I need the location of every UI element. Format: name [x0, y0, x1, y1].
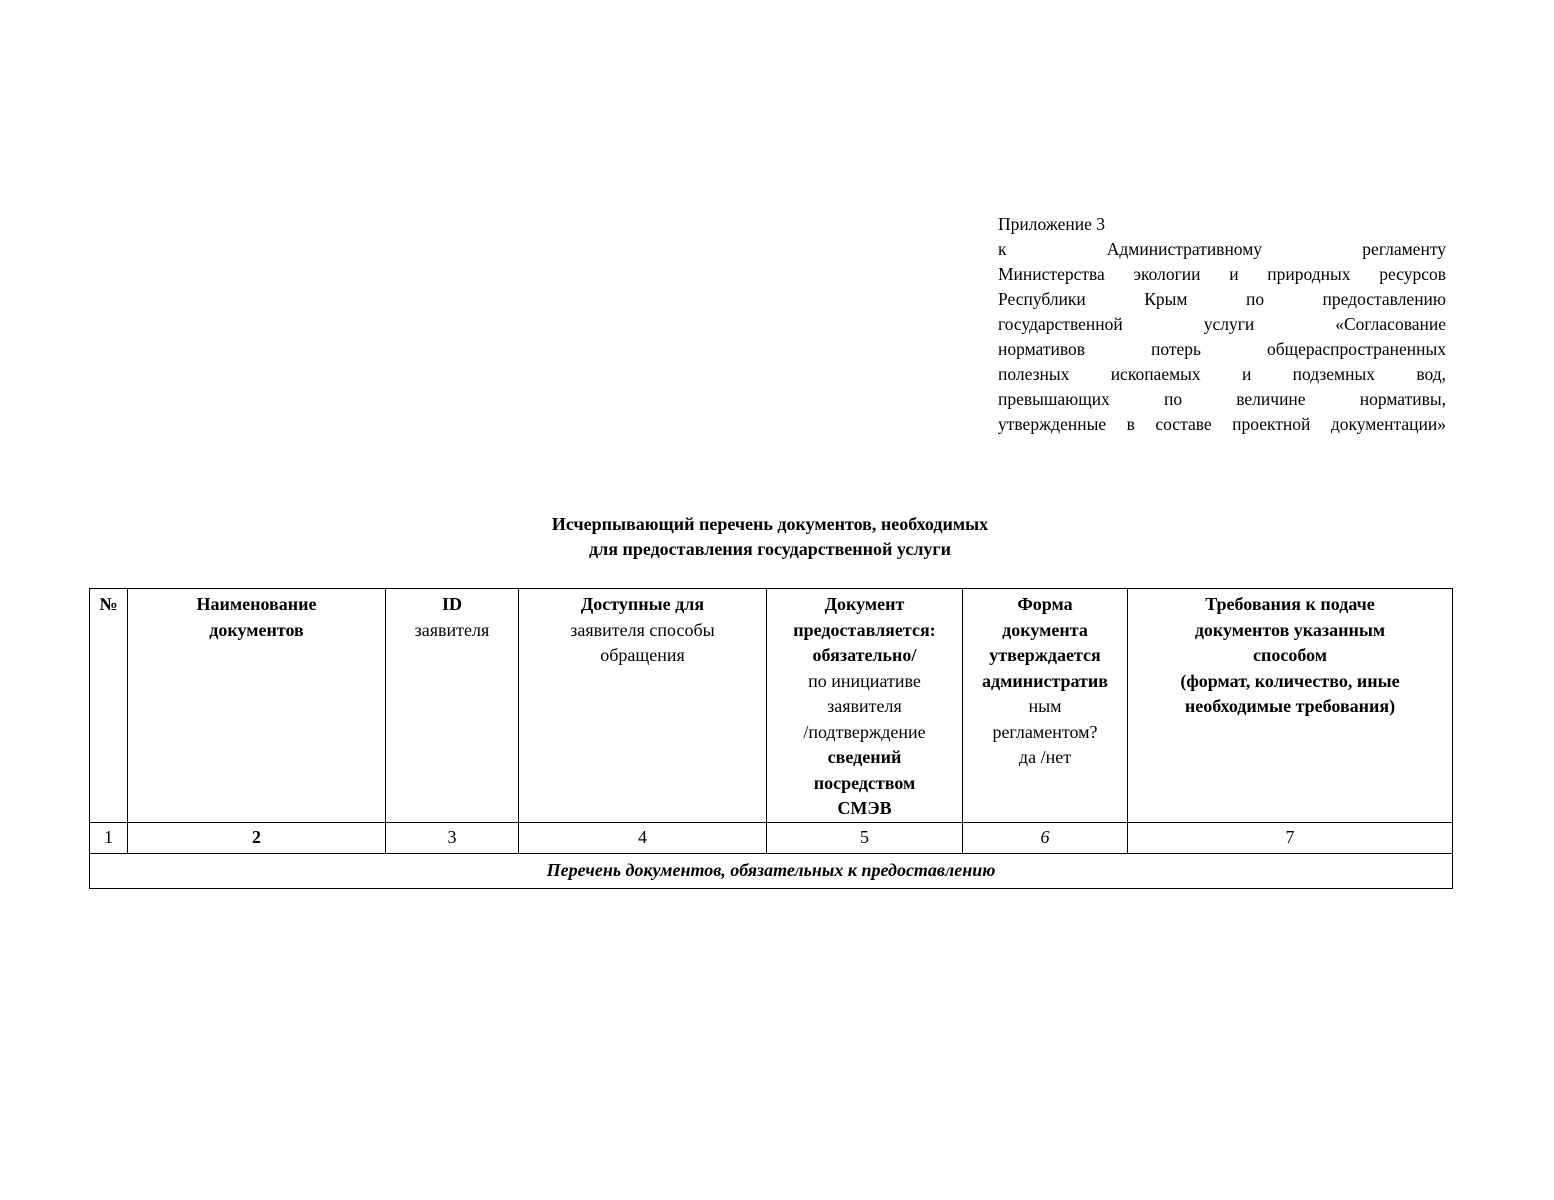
- annex-line: Республики Крым по предоставлению: [998, 289, 1446, 309]
- column-number: 7: [1128, 822, 1453, 853]
- header-document-name: Наименование документов: [128, 589, 386, 823]
- section-row: [90, 853, 1453, 888]
- annex-line: государственной услуги «Согласование: [998, 314, 1446, 334]
- annex-block: [998, 212, 1446, 437]
- annex-line: Министерства экологии и природных ресурсов: [998, 264, 1446, 284]
- header-form-approved: Форма документа утверждается административ ным регламентом? да /нет: [963, 589, 1128, 823]
- table-header-row: [90, 589, 1453, 823]
- annex-line: нормативов потерь общераспространенных: [998, 339, 1446, 359]
- title-line-1: Исчерпывающий перечень документов, необходимых: [551, 514, 989, 534]
- column-number: 3: [386, 822, 519, 853]
- annex-line: превышающих по величине нормативы,: [998, 389, 1446, 409]
- title-line-2: для предоставления государственной услуги: [589, 539, 951, 559]
- column-number: 5: [767, 822, 963, 853]
- column-number: 1: [90, 822, 128, 853]
- header-applicant-id: ID заявителя: [386, 589, 519, 823]
- section-heading: Перечень документов, обязательных к предоставлению: [90, 853, 1453, 888]
- column-number: 6: [963, 822, 1128, 853]
- column-number: 4: [519, 822, 767, 853]
- annex-line: к Административному регламенту: [998, 239, 1446, 259]
- header-number: №: [90, 589, 128, 823]
- documents-table: [89, 588, 1453, 889]
- header-submission-type: Документ предоставляется: обязательно/ по инициативе заявителя /подтверждение сведений посредством СМЭВ: [767, 589, 963, 823]
- annex-number: Приложение 3: [998, 214, 1106, 234]
- annex-line: полезных ископаемых и подземных вод,: [998, 364, 1446, 384]
- column-numbers-row: [90, 822, 1453, 853]
- document-title: [420, 512, 1120, 562]
- column-number: 2: [128, 822, 386, 853]
- header-requirements: Требования к подаче документов указанным способом (формат, количество, иные необходимые требования): [1128, 589, 1453, 823]
- annex-line: утвержденные в составе проектной документации»: [998, 414, 1446, 434]
- header-access-methods: Доступные для заявителя способы обращения: [519, 589, 767, 823]
